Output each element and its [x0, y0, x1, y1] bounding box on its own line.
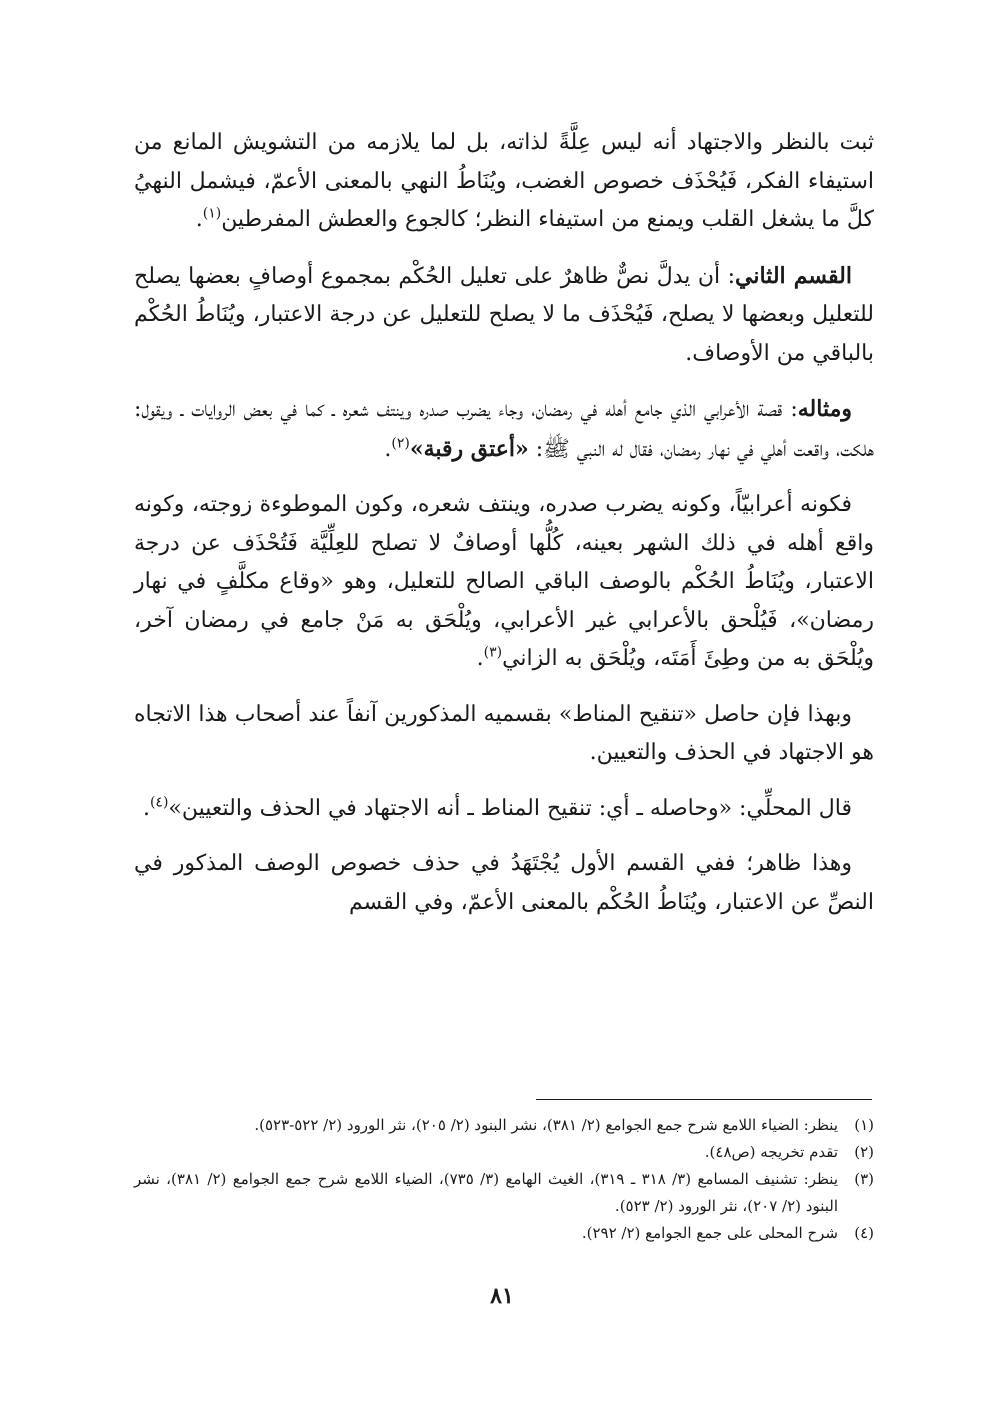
footnote-number: (١) [854, 1116, 874, 1134]
footnote-text: شرح المحلى على جمع الجوامع (٢/ ٢٩٢). [581, 1224, 838, 1242]
paragraph-7: وهذا ظاهر؛ ففي القسم الأول يُجْتَهَدُ في حذف خصوص الوصف المذكور في النصِّ عن الاعتبار، ويُنَاطُ الحُكْم بالمعنى الأعمّ، وفي القسم [134, 851, 874, 915]
footnote-4 [134, 1220, 874, 1247]
footnote-text: ينظر: الضياء اللامع شرح جمع الجوامع (٢/ ٣٨١)، نشر البنود (٢/ ٢٠٥)، نثر الورود (٢/ ٥٢٢-٥٢٣). [254, 1116, 838, 1134]
footnote-text: تقدم تخريجه (ص٤٨). [704, 1143, 838, 1161]
footnote-3 [134, 1166, 874, 1220]
footnote-number: (٤) [854, 1224, 874, 1242]
paragraph-3: ومثاله: قصة الأعرابي الذي جامع أهله في رمضان، وجاء يضرب صدره وينتف شعره ـ كما في بعض الروايات ـ ويقول: هلكت، واقعت أهلي في نهار رمضان، فقال له النبي ﷺ: «أعتق رقبة»$^{(٢)}$. [134, 396, 874, 462]
section-heading-second: القسم الثاني [735, 262, 852, 289]
footnotes [134, 1112, 874, 1247]
footnote-text: ينظر: تشنيف المسامع (٣/ ٣١٨ ـ ٣١٩)، الغيث الهامع (٣/ ٧٣٥)، الضياء اللامع شرح جمع الجوامع (٢/ ٣٨١)، نشر البنود (٢/ ٢٠٧)، نثر الورود (٢/ ٥٢٣). [134, 1170, 838, 1215]
footnote-1 [134, 1112, 874, 1139]
footnote-number: (٣) [854, 1170, 874, 1188]
footnote-ref-1[interactable]: (١) [202, 205, 222, 222]
footnote-ref-3[interactable]: (٣) [483, 644, 503, 661]
hadith-quote: «أعتق رقبة» [409, 435, 529, 462]
example-heading: ومثاله [797, 396, 852, 422]
page-number: ٨١ [490, 1283, 514, 1309]
paragraph-5: وبهذا فإن حاصل «تنقيح المناط» بقسميه المذكورين آنفاً عند أصحاب هذا الاتجاه هو الاجتهاد في الحذف والتعيين. [134, 701, 874, 765]
body-text [134, 124, 874, 939]
footnote-ref-2[interactable]: (٢) [391, 435, 410, 452]
footnote-ref-4[interactable]: (٤) [149, 794, 169, 811]
footnote-2 [134, 1139, 874, 1166]
paragraph-4: فكونه أعرابيّاً، وكونه يضرب صدره، وينتف شعره، وكون الموطوءة زوجته، وكونه واقع أهله في ذلك الشهر بعينه، كُلُّها أوصافٌ لا تصلح للعِلِّيَّة فَتُحْذَف عن درجة الاعتبار، ويُنَاطُ الحُكْم بالوصف الباقي الصالح للتعليل، وهو «وقاع مكلَّفٍ في نهار رمضان»، فَيُلْحق بالأعرابي غير الأعرابي، ويُلْحَق به مَنْ جامع في رمضان آخر، ويُلْحَق به من وطِئَ أَمَتَه، ويُلْحَق به الزاني$^{(٣)}$. [134, 492, 874, 671]
footnote-divider [536, 1099, 872, 1100]
paragraph-2: القسم الثاني: أن يدلَّ نصٌّ ظاهرٌ على تعليل الحُكْم بمجموع أوصافٍ بعضها يصلح للتعليل وبعضها لا يصلح، فَيُحْذَف ما لا يصلح للتعليل عن درجة الاعتبار، ويُنَاطُ الحُكْم بالباقي من الأوصاف. [134, 262, 874, 366]
paragraph-6: قال المحلِّي: «وحاصله ـ أي: تنقيح المناط ـ أنه الاجتهاد في الحذف والتعيين»$^{(٤)}$. [142, 794, 852, 821]
paragraph-1: ثبت بالنظر والاجتهاد أنه ليس عِلَّةً لذاته، بل لما يلازمه من التشويش المانع من استيفاء الفكر، فَيُحْذَف خصوص الغضب، ويُنَاطُ النهي بالمعنى الأعمّ، فيشمل النهيُ كلَّ ما يشغل القلب ويمنع من استيفاء النظر؛ كالجوع والعطش المفرطين$^{(١)}$. [134, 130, 874, 232]
footnote-number: (٢) [854, 1143, 874, 1161]
